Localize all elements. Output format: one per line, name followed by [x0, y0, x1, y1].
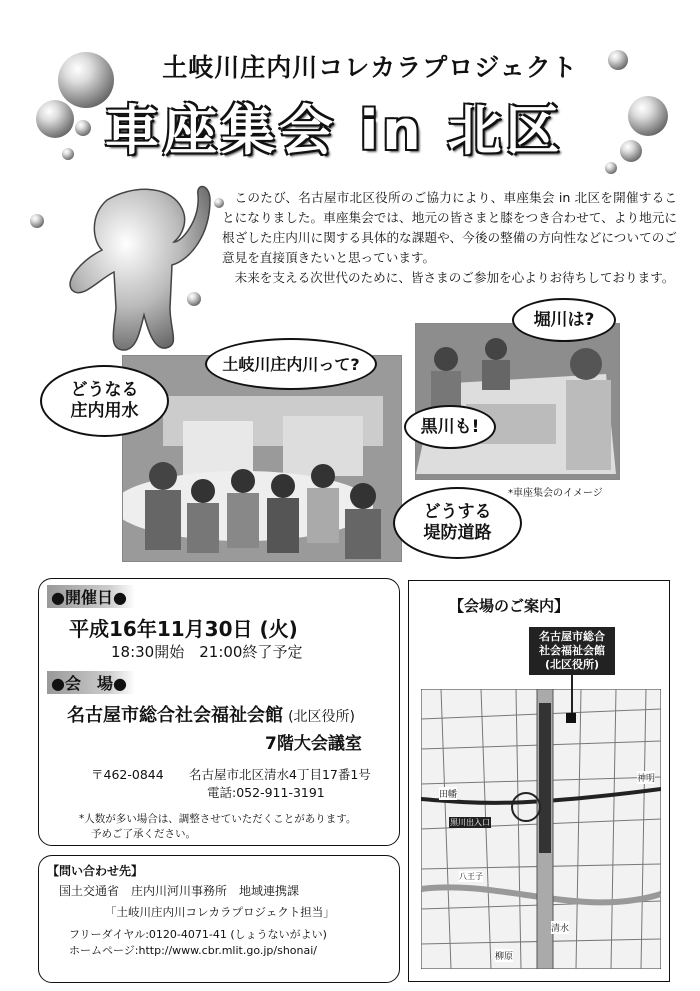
speech-bubble-horikawa: 堀川は?	[512, 298, 616, 342]
notice-line: *人数が多い場合は、調整させていただくことがあります。	[79, 813, 357, 825]
contact-org: 国土交通省 庄内川河川事務所 地域連携課	[59, 884, 300, 898]
map-venue-label-line: 名古屋市総合	[539, 630, 605, 643]
intro-paragraph: このたび、名古屋市北区役所のご協力により、車座集会 in 北区を開催することになりました。車座集会では、地元の皆さまと膝をつき合わせて、より地元に根ざした庄内川に関する具体的な課題や、今後の整備の方向性などについてのご意見を直接頂きたいと思っています。	[222, 190, 677, 265]
event-info-panel	[38, 578, 400, 846]
notice-line: 予めご了承ください。	[91, 828, 196, 840]
speech-text: どうなる 庄内用水	[70, 380, 139, 421]
contact-panel	[38, 855, 400, 983]
contact-project: 「土岐川庄内川コレカラプロジェクト担当」	[105, 905, 335, 919]
contact-homepage[interactable]: ホームページ:http://www.cbr.mlit.go.jp/shonai/	[69, 944, 318, 957]
map-venue-label-line: 社会福祉会館	[539, 644, 605, 657]
venue-room: 7階大会議室	[265, 734, 362, 754]
map-place-label: 八王子	[459, 872, 483, 881]
venue-address: 名古屋市北区清水4丁目17番1号	[189, 767, 371, 782]
map-place-label: 神明	[637, 771, 655, 784]
venue-map	[421, 689, 661, 969]
venue-note: (北区役所)	[288, 709, 356, 725]
bubble-decoration	[36, 100, 74, 138]
contact-freedial: フリーダイヤル:0120-4071-41 (しょうないがよい)	[69, 928, 327, 941]
bubble-decoration	[30, 214, 44, 228]
project-subtitle: 土岐川庄内川コレカラプロジェクト	[162, 53, 578, 82]
intro-paragraph: 未来を支える次世代のために、皆さまのご参加を心よりお待ちしております。	[234, 270, 675, 285]
title-banner	[105, 88, 625, 162]
page-title: 車座集会 in 北区	[105, 88, 625, 165]
event-date: 平成16年11月30日 (火)	[69, 617, 298, 641]
mascot-figure	[62, 180, 212, 355]
postal-code: 〒462-0844	[91, 767, 164, 782]
venue-heading: ●会 場●	[47, 671, 135, 694]
bubble-decoration	[62, 148, 74, 160]
bubble-decoration	[75, 120, 91, 136]
speech-text: どうする 堤防道路	[423, 502, 492, 543]
intro-text	[222, 188, 677, 288]
map-place-label: 田幡	[439, 787, 457, 800]
speech-bubble-kurokawa: 黒川も!	[404, 405, 496, 449]
speech-bubble-teibo	[393, 487, 522, 559]
speech-bubble-shonai: 土岐川庄内川って?	[205, 338, 377, 390]
map-place-label: 清水	[551, 921, 569, 934]
meeting-photo-right	[415, 323, 620, 480]
map-place-label: 柳原	[495, 949, 513, 962]
photo-caption: *車座集会のイメージ	[508, 488, 603, 499]
venue-marker-icon	[566, 713, 576, 723]
venue-phone: 電話:052-911-3191	[207, 785, 325, 800]
contact-heading: 【問い合わせ先】	[47, 864, 144, 878]
map-pointer-line	[571, 675, 573, 715]
map-venue-label	[529, 627, 615, 675]
venue-name: 名古屋市総合社会福祉会館	[67, 705, 283, 726]
map-place-label: 黒川出入口	[450, 818, 490, 827]
map-heading: 【会場のご案内】	[449, 597, 570, 615]
date-heading: ●開催日●	[47, 585, 135, 608]
event-time: 18:30開始 21:00終了予定	[111, 643, 303, 661]
speech-bubble-yosui	[40, 365, 169, 437]
bubble-decoration	[628, 96, 668, 136]
venue-map-panel	[408, 580, 670, 982]
map-venue-label-line: (北区役所)	[544, 658, 600, 671]
